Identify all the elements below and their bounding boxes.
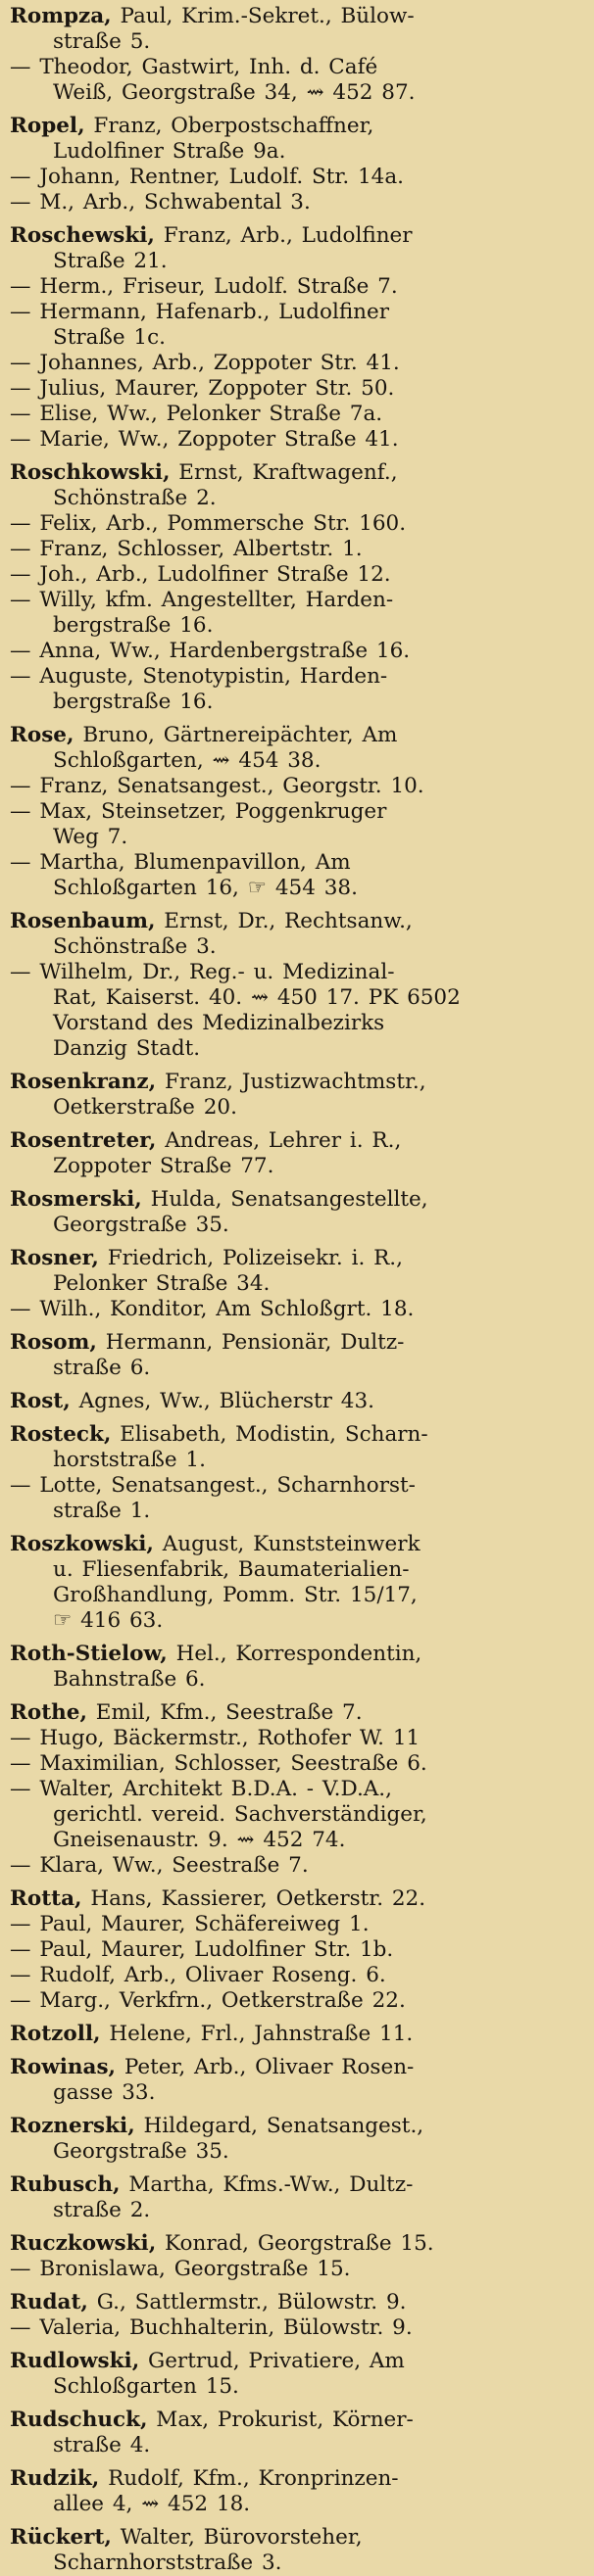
entry-text: Hermann, Pensionär, Dultz- — [96, 1330, 405, 1355]
entry-line — [10, 1011, 584, 1036]
directory-sub-entry — [10, 664, 584, 715]
entry-text: Hans, Kassierer, Oetkerstr. 22. — [81, 1886, 426, 1911]
entry-line — [10, 4, 584, 29]
entry-line — [10, 1777, 584, 1802]
directory-sub-entry — [10, 55, 584, 106]
entry-line — [10, 402, 584, 427]
directory-entry — [10, 2525, 584, 2576]
entry-text: Konrad, Georgstraße 15. — [156, 2231, 434, 2256]
entry-text: Straße 21. — [53, 249, 168, 273]
entry-line — [10, 2114, 584, 2139]
entry-line — [10, 1499, 584, 1524]
entry-line — [10, 562, 584, 588]
directory-sub-entry — [10, 562, 584, 588]
entry-surname: Rosenbaum, — [10, 909, 156, 933]
directory-sub-entry — [10, 639, 584, 664]
directory-sub-entry — [10, 588, 584, 639]
entry-text: straße 6. — [53, 1356, 151, 1380]
entry-text: gerichtl. vereid. Sachverständiger, — [53, 1802, 427, 1827]
entry-text: Hulda, Senatsangestellte, — [141, 1187, 428, 1212]
entry-line — [10, 1297, 584, 1322]
entry-line — [10, 588, 584, 613]
directory-sub-entry — [10, 190, 584, 215]
entry-text: Friedrich, Polizeisekr. i. R., — [98, 1246, 403, 1270]
entry-text: — Hermann, Hafenarb., Ludolfiner — [10, 300, 390, 324]
directory-sub-entry — [10, 376, 584, 402]
directory-sub-entry — [10, 427, 584, 453]
entry-line — [10, 1271, 584, 1297]
entry-line — [10, 1036, 584, 1062]
entry-line — [10, 2022, 584, 2047]
entry-text: Vorstand des Medizinalbezirks — [53, 1011, 385, 1035]
entry-line — [10, 2139, 584, 2165]
directory-sub-entry — [10, 960, 584, 1062]
entry-text: Bahnstraße 6. — [53, 1667, 206, 1692]
entry-text: Großhandlung, Pomm. Str. 15/17, — [53, 1583, 418, 1607]
directory-sub-entry — [10, 799, 584, 850]
entry-text: — Walter, Architekt B.D.A. - V.D.A., — [10, 1777, 392, 1801]
directory-sub-entry — [10, 850, 584, 901]
entry-text: Franz, Justizwachtmstr., — [156, 1070, 426, 1094]
entry-text: bergstraße 16. — [53, 613, 214, 638]
entry-line — [10, 460, 584, 486]
directory-entry — [10, 723, 584, 774]
entry-line — [10, 2257, 584, 2282]
entry-text: Franz, Oberpostschaffner, — [84, 114, 374, 138]
entry-text: Pelonker Straße 34. — [53, 1271, 271, 1296]
directory-entry — [10, 1330, 584, 1381]
entry-text: Zoppoter Straße 77. — [53, 1154, 274, 1178]
entry-line — [10, 664, 584, 690]
entry-line — [10, 639, 584, 664]
entry-line — [10, 774, 584, 799]
directory-sub-entry — [10, 165, 584, 190]
directory-entry — [10, 1389, 584, 1414]
entry-surname: Rückert, — [10, 2525, 112, 2550]
entry-text: Walter, Bürovorsteher, — [111, 2525, 363, 2550]
directory-entry — [10, 909, 584, 960]
entry-surname: Rotzoll, — [10, 2022, 101, 2046]
entry-line — [10, 1853, 584, 1879]
entry-surname: Rose, — [10, 723, 74, 747]
entry-text: Georgstraße 35. — [53, 2139, 229, 2164]
entry-text: Danzig Stadt. — [53, 1036, 201, 1061]
entry-surname: Rotta, — [10, 1886, 82, 1911]
entry-line — [10, 55, 584, 80]
entry-line — [10, 486, 584, 511]
entry-line — [10, 325, 584, 351]
entry-text: Ernst, Dr., Rechtsanw., — [155, 909, 413, 933]
entry-text: — Rudolf, Arb., Olivaer Roseng. 6. — [10, 1963, 386, 1987]
entry-text: Martha, Kfms.-Ww., Dultz- — [120, 2172, 414, 2197]
entry-line — [10, 351, 584, 376]
directory-sub-entry — [10, 1937, 584, 1963]
entry-text: gasse 33. — [53, 2080, 156, 2105]
entry-text: — Julius, Maurer, Zoppoter Str. 50. — [10, 376, 395, 401]
directory-entry — [10, 1532, 584, 1634]
entry-line — [10, 1128, 584, 1154]
directory-entry — [10, 2055, 584, 2106]
entry-text: — Joh., Arb., Ludolfiner Straße 12. — [10, 562, 391, 587]
entry-line — [10, 1700, 584, 1726]
entry-surname: Rudschuck, — [10, 2408, 148, 2432]
entry-line — [10, 1667, 584, 1693]
entry-text: — Marie, Ww., Zoppoter Straße 41. — [10, 427, 399, 452]
directory-entry — [10, 2114, 584, 2165]
entry-text: — Paul, Maurer, Schäfereiweg 1. — [10, 1912, 370, 1936]
entry-text: — Max, Steinsetzer, Poggenkruger — [10, 799, 387, 824]
entry-text: Hel., Korrespondentin, — [167, 1642, 422, 1666]
entry-surname: Roznerski, — [10, 2114, 135, 2138]
entry-text: Bruno, Gärtnereipächter, Am — [74, 723, 398, 747]
entry-text: ☞ 416 63. — [53, 1608, 164, 1633]
entry-line — [10, 2080, 584, 2106]
entry-line — [10, 1937, 584, 1963]
directory-entry — [10, 1246, 584, 1297]
entry-text: Franz, Arb., Ludolfiner — [154, 223, 413, 248]
entry-line — [10, 1988, 584, 2014]
entry-text: Rat, Kaiserst. 40. ⇝ 450 17. PK 6502 — [53, 985, 461, 1010]
entry-line — [10, 748, 584, 774]
entry-surname: Rost, — [10, 1389, 71, 1413]
directory-sub-entry — [10, 300, 584, 351]
entry-text: — M., Arb., Schwabental 3. — [10, 190, 311, 215]
entry-text: Helene, Frl., Jahnstraße 11. — [100, 2022, 414, 2046]
entry-text: August, Kunststeinwerk — [153, 1532, 421, 1556]
entry-line — [10, 300, 584, 325]
entry-text: Rudolf, Kfm., Kronprinzen- — [99, 2466, 399, 2491]
entry-line — [10, 934, 584, 960]
directory-sub-entry — [10, 274, 584, 300]
entry-text: Peter, Arb., Olivaer Rosen- — [116, 2055, 415, 2079]
directory-sub-entry — [10, 1777, 584, 1853]
entry-line — [10, 80, 584, 106]
entry-text: Schloßgarten 15. — [53, 2374, 239, 2399]
entry-text: — Herm., Friseur, Ludolf. Straße 7. — [10, 274, 398, 299]
directory-sub-entry — [10, 537, 584, 562]
directory-sub-entry — [10, 1963, 584, 1988]
entry-line — [10, 2551, 584, 2576]
directory-sub-entry — [10, 1726, 584, 1751]
entry-text: Schloßgarten, ⇝ 454 38. — [53, 748, 322, 773]
entry-text: Schönstraße 2. — [53, 486, 217, 510]
entry-text: straße 5. — [53, 29, 151, 54]
entry-surname: Rothe, — [10, 1700, 87, 1725]
directory-entry — [10, 1422, 584, 1473]
entry-line — [10, 2466, 584, 2492]
entry-line — [10, 850, 584, 876]
entry-text: u. Fliesenfabrik, Baumaterialien- — [53, 1557, 410, 1582]
entry-line — [10, 376, 584, 402]
entry-text: Schönstraße 3. — [53, 934, 217, 959]
directory-sub-entry — [10, 1297, 584, 1322]
entry-text: Straße 1c. — [53, 325, 166, 350]
entry-text: bergstraße 16. — [53, 690, 214, 714]
entry-line — [10, 2315, 584, 2341]
entry-text: — Johannes, Arb., Zoppoter Str. 41. — [10, 351, 400, 375]
entry-line — [10, 690, 584, 715]
directory-entry — [10, 1128, 584, 1179]
entry-line — [10, 1886, 584, 1912]
entry-text: — Paul, Maurer, Ludolfiner Str. 1b. — [10, 1937, 394, 1962]
directory-entry — [10, 2022, 584, 2047]
directory-sub-entry — [10, 351, 584, 376]
entry-line — [10, 2408, 584, 2433]
entry-line — [10, 2231, 584, 2257]
entry-text: — Wilhelm, Dr., Reg.- u. Medizinal- — [10, 960, 395, 984]
directory-entry — [10, 2231, 584, 2257]
entry-line — [10, 1330, 584, 1356]
directory-entry — [10, 1886, 584, 1912]
entry-line — [10, 1246, 584, 1271]
entry-line — [10, 1583, 584, 1608]
entry-line — [10, 1532, 584, 1557]
directory-entry — [10, 2290, 584, 2315]
entry-text: — Maximilian, Schlosser, Seestraße 6. — [10, 1751, 427, 1776]
entry-text: Agnes, Ww., Blücherstr 43. — [70, 1389, 374, 1413]
directory-sub-entry — [10, 511, 584, 537]
directory-entry — [10, 223, 584, 274]
entry-text: G., Sattlermstr., Bülowstr. 9. — [87, 2290, 407, 2314]
entry-text: Scharnhorststraße 3. — [53, 2551, 282, 2575]
entry-surname: Rudat, — [10, 2290, 88, 2314]
entry-text: Weiß, Georgstraße 34, ⇝ 452 87. — [53, 80, 416, 105]
entry-text: Ludolfiner Straße 9a. — [53, 139, 286, 164]
entry-text: Oetkerstraße 20. — [53, 1095, 237, 1120]
entry-line — [10, 723, 584, 748]
entry-text: Paul, Krim.-Sekret., Bülow- — [111, 4, 415, 28]
entry-text: straße 4. — [53, 2433, 151, 2457]
entry-line — [10, 1726, 584, 1751]
entry-line — [10, 2374, 584, 2400]
entry-surname: Roszkowski, — [10, 1532, 154, 1556]
entry-line — [10, 223, 584, 249]
entry-text: Schloßgarten 16, ☞ 454 38. — [53, 876, 358, 900]
directory-entry — [10, 114, 584, 165]
directory-entry — [10, 1070, 584, 1121]
entry-text: Weg 7. — [53, 825, 128, 849]
directory-entry — [10, 1642, 584, 1693]
entry-surname: Rudlowski, — [10, 2349, 140, 2373]
entry-surname: Rosner, — [10, 1246, 99, 1270]
entry-text: straße 2. — [53, 2198, 151, 2222]
entry-line — [10, 511, 584, 537]
entry-line — [10, 1213, 584, 1238]
entry-line — [10, 139, 584, 165]
entry-text: — Valeria, Buchhalterin, Bülowstr. 9. — [10, 2315, 413, 2340]
entry-surname: Roschkowski, — [10, 460, 171, 485]
entry-line — [10, 1070, 584, 1095]
entry-line — [10, 1356, 584, 1381]
entry-line — [10, 1448, 584, 1473]
directory-sub-entry — [10, 1988, 584, 2014]
entry-line — [10, 799, 584, 825]
entry-text: — Felix, Arb., Pommersche Str. 160. — [10, 511, 407, 536]
entry-text: Gertrud, Privatiere, Am — [139, 2349, 405, 2373]
entry-text: Elisabeth, Modistin, Scharn- — [111, 1422, 428, 1447]
entry-surname: Ruczkowski, — [10, 2231, 157, 2256]
entry-text: Andreas, Lehrer i. R., — [156, 1128, 402, 1153]
entry-line — [10, 1095, 584, 1121]
entry-text: — Johann, Rentner, Ludolf. Str. 14a. — [10, 165, 405, 189]
entry-text: — Bronislawa, Georgstraße 15. — [10, 2257, 351, 2281]
entry-line — [10, 1187, 584, 1213]
entry-line — [10, 1802, 584, 1828]
entry-text: — Wilh., Konditor, Am Schloßgrt. 18. — [10, 1297, 415, 1321]
directory-sub-entry — [10, 1853, 584, 1879]
entry-surname: Rosteck, — [10, 1422, 112, 1447]
entry-line — [10, 825, 584, 850]
entry-text: — Klara, Ww., Seestraße 7. — [10, 1853, 309, 1878]
directory-sub-entry — [10, 1473, 584, 1524]
entry-text: Georgstraße 35. — [53, 1213, 229, 1237]
entry-line — [10, 427, 584, 453]
entry-line — [10, 2525, 584, 2551]
entry-text: Gneisenaustr. 9. ⇝ 452 74. — [53, 1828, 346, 1852]
entry-text: — Auguste, Stenotypistin, Harden- — [10, 664, 388, 689]
entry-surname: Rubusch, — [10, 2172, 121, 2197]
entry-line — [10, 274, 584, 300]
entry-text: Hildegard, Senatsangest., — [134, 2114, 424, 2138]
entry-text: — Hugo, Bäckermstr., Rothofer W. 11 — [10, 1726, 421, 1750]
entry-line — [10, 1608, 584, 1634]
entry-line — [10, 909, 584, 934]
directory-sub-entry — [10, 2315, 584, 2341]
entry-line — [10, 249, 584, 274]
directory-entry — [10, 2466, 584, 2517]
entry-line — [10, 1473, 584, 1499]
entry-text: Emil, Kfm., Seestraße 7. — [86, 1700, 363, 1725]
directory-sub-entry — [10, 1751, 584, 1777]
directory-sub-entry — [10, 1912, 584, 1937]
entry-surname: Roth-Stielow, — [10, 1642, 168, 1666]
entry-text: — Willy, kfm. Angestellter, Harden- — [10, 588, 394, 612]
entry-surname: Rompza, — [10, 4, 112, 28]
entry-line — [10, 2433, 584, 2458]
entry-text: — Lotte, Senatsangest., Scharnhorst- — [10, 1473, 416, 1498]
entry-text: — Franz, Senatsangest., Georgstr. 10. — [10, 774, 424, 798]
entry-line — [10, 985, 584, 1011]
directory-entry — [10, 4, 584, 55]
entry-surname: Rosentreter, — [10, 1128, 157, 1153]
entry-text: — Elise, Ww., Pelonker Straße 7a. — [10, 402, 383, 426]
entry-text: — Anna, Ww., Hardenbergstraße 16. — [10, 639, 411, 663]
entry-surname: Rosenkranz, — [10, 1070, 157, 1094]
entry-line — [10, 960, 584, 985]
entry-line — [10, 1751, 584, 1777]
entry-surname: Rosom, — [10, 1330, 97, 1355]
entry-surname: Rosmerski, — [10, 1187, 142, 1212]
entry-text: Max, Prokurist, Körner- — [147, 2408, 414, 2432]
entry-line — [10, 1963, 584, 1988]
entry-text: straße 1. — [53, 1499, 151, 1523]
entry-line — [10, 1557, 584, 1583]
entry-line — [10, 613, 584, 639]
entry-line — [10, 190, 584, 215]
entry-text: — Marg., Verkfrn., Oetkerstraße 22. — [10, 1988, 406, 2013]
directory-entry — [10, 2349, 584, 2400]
entry-text: allee 4, ⇝ 452 18. — [53, 2492, 251, 2516]
entry-line — [10, 2172, 584, 2198]
entry-line — [10, 1154, 584, 1179]
entry-line — [10, 2055, 584, 2080]
directory-sub-entry — [10, 402, 584, 427]
entry-line — [10, 1389, 584, 1414]
entry-surname: Roschewski, — [10, 223, 155, 248]
entry-line — [10, 114, 584, 139]
directory-entry — [10, 2408, 584, 2458]
entry-text: Ernst, Kraftwagenf., — [170, 460, 398, 485]
entry-line — [10, 2290, 584, 2315]
entry-text: — Martha, Blumenpavillon, Am — [10, 850, 351, 875]
directory-entry — [10, 1187, 584, 1238]
entry-text: horststraße 1. — [53, 1448, 206, 1472]
entry-line — [10, 1828, 584, 1853]
directory-sub-entry — [10, 774, 584, 799]
entry-line — [10, 2492, 584, 2517]
entry-surname: Rowinas, — [10, 2055, 117, 2079]
directory-entry — [10, 2172, 584, 2223]
entry-text: — Theodor, Gastwirt, Inh. d. Café — [10, 55, 378, 79]
entry-surname: Ropel, — [10, 114, 85, 138]
directory-entry — [10, 1700, 584, 1726]
entry-line — [10, 1912, 584, 1937]
entry-surname: Rudzik, — [10, 2466, 100, 2491]
entry-line — [10, 537, 584, 562]
entry-text: — Franz, Schlosser, Albertstr. 1. — [10, 537, 363, 561]
directory-sub-entry — [10, 2257, 584, 2282]
entry-line — [10, 29, 584, 55]
entry-line — [10, 1422, 584, 1448]
entry-line — [10, 876, 584, 901]
entry-line — [10, 2198, 584, 2223]
entry-line — [10, 165, 584, 190]
entry-line — [10, 1642, 584, 1667]
entry-line — [10, 2349, 584, 2374]
directory-entry — [10, 460, 584, 511]
